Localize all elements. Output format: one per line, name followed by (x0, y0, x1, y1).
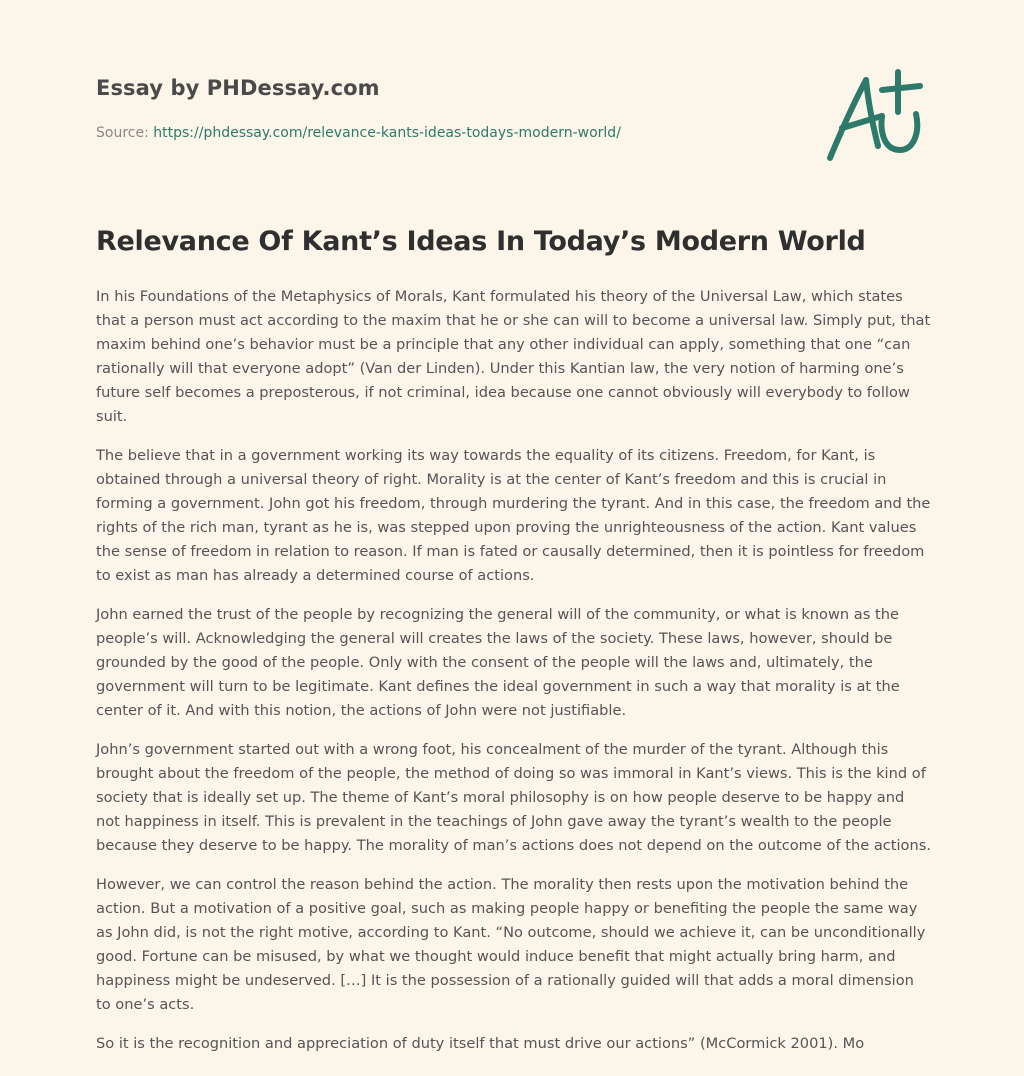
essay-paragraph: In his Foundations of the Metaphysics of Morals, Kant formulated his theory of the Universal Law, which states that a person must act according to the maxim that he or she can will to become a universal law. Simply put, that maxim behind one’s behavior must be a principle that any other individual can apply, something that one “can rationally will that everyone adopt” (Van der Linden). Under this Kantian law, the very notion of harming one’s future self becomes a preposterous, if not criminal, idea because one cannot obviously will everybody to follow suit. (96, 288, 931, 425)
essay-paragraph: John earned the trust of the people by recognizing the general will of the community, or what is known as the people’s will. Acknowledging the general will creates the laws of the society. These laws, however, should be grounded by the good of the people. Only with the consent of the people will the laws and, ultimately, the government will turn to be legitimate. Kant defines the ideal government in such a way that morality is at the center of it. And with this notion, the actions of John were not justifiable. (96, 606, 900, 719)
a-plus-logo-icon (822, 66, 926, 166)
essay-paragraph: So it is the recognition and appreciation of duty itself that must drive our actions” (McCormick 2001). Mo (96, 1035, 865, 1052)
essay-paragraph: John’s government started out with a wrong foot, his concealment of the murder of the tyrant. Although this brought about the freedom of the people, the method of doing so was immoral in Kant’s views. This is the kind of society that is ideally set up. The theme of Kant’s moral philosophy is on how people deserve to be happy and not happiness in itself. This is prevalent in the teachings of John gave away the tyrant’s wealth to the people because they deserve to be happy. The morality of man’s actions does not depend on the outcome of the actions. (96, 741, 931, 854)
essay-paragraph: The believe that in a government working its way towards the equality of its citizens. Freedom, for Kant, is obtained through a universal theory of right. Morality is at the center of Kant’s freedom and this is crucial in forming a government. John got his freedom, through murdering the tyrant. And in this case, the freedom and the rights of the rich man, tyrant as he is, was stepped upon proving the unrighteousness of the action. Kant values the sense of freedom in relation to reason. If man is fated or causally determined, then it is pointless for freedom to exist as man has already a determined course of actions. (96, 447, 931, 584)
essay-paragraph: However, we can control the reason behind the action. The morality then rests upon the motivation behind the action. But a motivation of a positive goal, such as making people happy or benefiting the people the same way as John did, is not the right motive, according to Kant. “No outcome, should we achieve it, can be unconditionally good. Fortune can be misused, by what we thought would induce benefit that might actually bring harm, and happiness might be undeserved. […] It is the possession of a rationally guided will that adds a moral dimension to one’s acts. (96, 876, 926, 1013)
page-header (96, 76, 696, 141)
essay-body (96, 285, 932, 1071)
essay-title: Relevance Of Kant’s Ideas In Today’s Modern World (96, 226, 866, 257)
source-label: Source: (96, 125, 149, 141)
source-line (96, 125, 696, 141)
site-brand: Essay by PHDessay.com (96, 76, 380, 100)
source-link[interactable]: https://phdessay.com/relevance-kants-ideas-todays-modern-world/ (153, 125, 621, 141)
